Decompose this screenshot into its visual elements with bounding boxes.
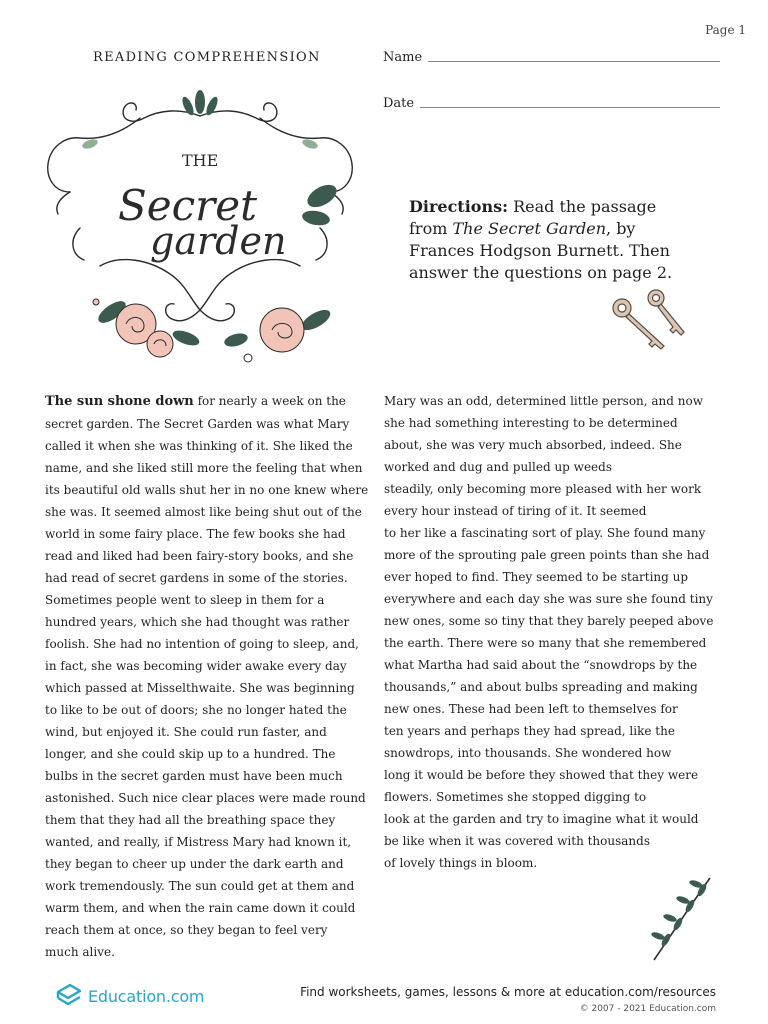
- passage-line: to like to be out of doors; she no longer hated the: [45, 703, 347, 717]
- passage-line: which passed at Misselthwaite. She was beginning: [45, 681, 355, 695]
- passage-line: Mary was an odd, determined little person, and now: [384, 394, 704, 408]
- passage-lead: The sun shone down: [45, 394, 194, 409]
- passage-line: ten years and perhaps they had spread, like the: [384, 724, 675, 738]
- footer-tagline: Find worksheets, games, lessons & more at education.com/resources: [300, 985, 716, 999]
- passage-line: new ones. These had been left to themselves for: [384, 702, 678, 716]
- passage-line: snowdrops, into thousands. She wondered how: [384, 746, 672, 760]
- passage-line: secret garden. The Secret Garden was what Mary: [45, 417, 350, 431]
- title-secret: Secret: [118, 181, 257, 230]
- passage-line: foolish. She had no intention of going to sleep, and,: [45, 637, 359, 651]
- passage-line: work tremendously. The sun could get at them and: [45, 879, 355, 893]
- passage-line: worked and dug and pulled up weeds: [384, 460, 612, 474]
- name-field[interactable]: [383, 50, 720, 65]
- book-title: The Secret Garden: [452, 219, 607, 238]
- passage-line: of lovely things in bloom.: [384, 856, 538, 870]
- passage-line: astonished. Such nice clear places were made round: [45, 791, 366, 805]
- passage-right-column: [384, 390, 719, 874]
- education-brand: Education.com: [88, 986, 205, 1006]
- passage-line: them that they had all the breathing space they: [45, 813, 336, 827]
- passage-line: much alive.: [45, 945, 115, 959]
- key-icon: [608, 288, 690, 354]
- date-line[interactable]: [420, 106, 720, 108]
- passage-line: warm them, and when the rain came down it could: [45, 901, 356, 915]
- passage-line: what Martha had said about the “snowdrops by the: [384, 658, 698, 672]
- sprig-icon: [646, 872, 718, 964]
- title-the: THE: [182, 151, 219, 170]
- passage-line: she was. It seemed almost like being shut out of the: [45, 505, 362, 519]
- name-line[interactable]: [428, 60, 720, 62]
- passage-line: Sometimes people went to sleep in them for a: [45, 593, 325, 607]
- passage-line: wind, but enjoyed it. She could run faster, and: [45, 725, 327, 739]
- name-label: Name: [383, 50, 423, 65]
- passage-line: wanted, and really, if Mistress Mary had known it,: [45, 835, 352, 849]
- passage-line: thousands,” and about bulbs spreading and making: [384, 680, 698, 694]
- directions-text-2: , by Frances Hodgson Burnett. Then answer the questions on page 2.: [409, 219, 673, 282]
- passage-line: steadily, only becoming more pleased with her work: [384, 482, 702, 496]
- passage-line: hundred years, which she had thought was rather: [45, 615, 350, 629]
- passage-line: every hour instead of tiring of it. It seemed: [384, 504, 647, 518]
- passage-line: they began to cheer up under the dark earth and: [45, 857, 344, 871]
- passage-line: be like when it was covered with thousands: [384, 834, 650, 848]
- passage-line: to her like a fascinating sort of play. She found many: [384, 526, 706, 540]
- secret-garden-title-illustration: [40, 88, 360, 370]
- title-garden: garden: [150, 219, 287, 263]
- passage-line: name, and she liked still more the feeling that when: [45, 461, 363, 475]
- passage-line: called it when she was thinking of it. She liked the: [45, 439, 353, 453]
- passage-first-rest: for nearly a week on the: [193, 394, 346, 408]
- passage-line: its beautiful old walls shut her in no one knew where: [45, 483, 369, 497]
- page-number: Page 1: [705, 23, 746, 37]
- passage-line: read and liked had been fairy-story books, and she: [45, 549, 354, 563]
- footer-copyright: © 2007 - 2021 Education.com: [579, 1004, 716, 1014]
- education-logo-icon: [54, 982, 84, 1010]
- directions-text-1: Read the passage from: [409, 197, 657, 238]
- passage-line: had read of secret gardens in some of the stories.: [45, 571, 348, 585]
- passage-line: the earth. There were so many that she remembered: [384, 636, 707, 650]
- passage-left-column: [45, 390, 373, 963]
- passage-line: flowers. Sometimes she stopped digging to: [384, 790, 647, 804]
- passage-line: everywhere and each day she was sure she found tiny: [384, 592, 713, 606]
- directions-text: [409, 196, 699, 284]
- education-logo[interactable]: [54, 982, 204, 1010]
- date-field[interactable]: [383, 96, 720, 111]
- passage-line: about, she was very much absorbed, indeed. She: [384, 438, 682, 452]
- directions-label: Directions:: [409, 197, 508, 216]
- passage-line: new ones, some so tiny that they barely peeped above: [384, 614, 714, 628]
- passage-line: ever hoped to find. They seemed to be starting up: [384, 570, 689, 584]
- passage-line: longer, and she could skip up to a hundred. The: [45, 747, 336, 761]
- passage-line: she had something interesting to be determined: [384, 416, 678, 430]
- passage-line: world in some fairy place. The few books she had: [45, 527, 346, 541]
- passage-line: reach them at once, so they began to feel very: [45, 923, 328, 937]
- passage-line: look at the garden and try to imagine what it would: [384, 812, 699, 826]
- passage-line: in fact, she was becoming wider awake every day: [45, 659, 347, 673]
- worksheet-heading: READING COMPREHENSION: [93, 50, 321, 65]
- passage-first-line: [45, 390, 373, 413]
- passage-line: bulbs in the secret garden must have been much: [45, 769, 343, 783]
- date-label: Date: [383, 96, 415, 111]
- passage-line: more of the sprouting pale green points than she had: [384, 548, 710, 562]
- passage-line: long it would be before they showed that they were: [384, 768, 699, 782]
